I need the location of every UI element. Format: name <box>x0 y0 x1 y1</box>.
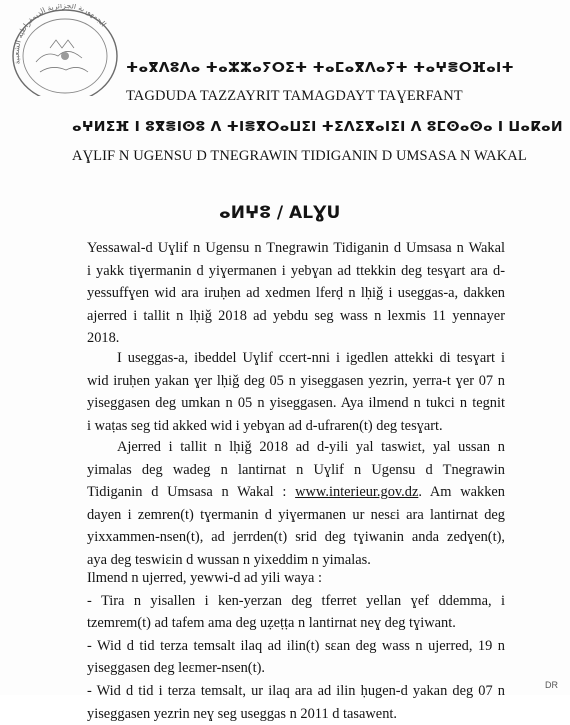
title-tifinagh: ⴰⵍⵖⵓ <box>219 203 271 223</box>
paragraph-1-line: 2018. <box>87 330 120 347</box>
paragraph-3-text: . Am wakken <box>418 484 505 501</box>
paragraph-1-line: Yessawal-d Uɣlif n Ugensu n Tnegrawin Tidiganin d Umsasa n Wakal <box>87 240 505 256</box>
paragraph-4-line: yiseggasen yezrin neɣ seg useggas n 2011 d tasawent. <box>87 705 397 722</box>
paragraph-3 <box>87 436 505 572</box>
paragraph-2-line: i waṭas seg tid akked wid i yebɣan ad d-ufraren(t) deg tesɣart. <box>87 417 443 434</box>
paragraph-3-line: Ajerred i tallit n lḥiǧ 2018 ad d-yili yal taswiɛt, yal ussan n <box>117 439 505 455</box>
paragraph-3-text: Tidiganin d Umsasa n Wakal : <box>87 484 296 501</box>
paragraph-4-line: yiseggasen deg leɛmer-nsen(t). <box>87 660 265 677</box>
paragraph-4-line: - Wid d tid terza temsalt ilaq ad ilin(t) sɛan deg wass n ujerred, 19 n <box>87 637 505 654</box>
paragraph-4-line: Ilmend n ujerred, yewwi-d ad yili waya : <box>87 570 322 586</box>
photo-credit-watermark: DR <box>545 680 558 690</box>
paragraph-2-line: I useggas-a, ibeddel Uɣlif ccert-nni i igedlen attekki di tesɣart i <box>117 350 505 366</box>
paragraph-2-line: yiseggasen deg umkan n 05 n yiseggasen. Aya ilmend n tukci n tegnit <box>87 395 505 412</box>
header-tifinagh-line-2: ⴰⵖⵍⵉⴼ ⵏ ⵓⴳⴻⵏⵙⵓ ⴷ ⵜⵏⴻⴳⵔⴰⵡⵉⵏ ⵜⵉⴷⵉⴳⴰⵏⵉⵏ ⴷ ⵓⵎⵙⴰⵙⴰ ⵏ ⵡⴰⴽⴰⵍ <box>72 119 563 135</box>
paragraph-4 <box>87 567 505 725</box>
paragraph-1-line: i yakk tiɣermanin d yiɣermanen i yebɣan ad ttekkin deg tesɣart ara d- <box>87 262 505 279</box>
paragraph-1 <box>87 237 505 350</box>
svg-text:الجمهورية الجزائرية الديمقراطي: الجمهورية الجزائرية الديمقراطية الشعبية <box>11 4 109 66</box>
paragraph-1-line: ajerred i tallit n lḥiǧ 2018 ad yebdu seg wass n lexmis 11 yennayer <box>87 307 505 324</box>
paragraph-2-line: wid iruḥen yakan ɣer lḥiǧ deg 05 n yiseggasen yezrin, yerra-t ɣer 07 n <box>87 372 505 389</box>
paragraph-3-line: yixxammen-nsen(t), ad jerrden(t) srid deg tɣiwanin anda zedɣen(t), <box>87 529 505 546</box>
title-latin: ALƔU <box>289 203 341 223</box>
header-latin-line-1: TAGDUDA TAZZAYRIT TAMAGDAYT TAƔERFANT <box>126 88 463 104</box>
ministry-website-link[interactable]: www.interieur.gov.dz <box>295 484 419 501</box>
title-separator: / <box>276 203 284 223</box>
header-latin-line-2: AƔLIF N UGENSU D TNEGRAWIN TIDIGANIN D UMSASA N WAKAL <box>72 148 527 164</box>
paragraph-3-line <box>87 481 505 504</box>
paragraph-2 <box>87 347 505 437</box>
paragraph-1-line: yessuffɣen wid ara iruḥen ad xedmen lferḍ n lḥiǧ i useggas-a, dakken <box>87 285 505 302</box>
paragraph-4-line: - Tira n yisallen i ken-yerzan deg tferret yellan ɣef ddemma, i <box>87 592 505 609</box>
official-seal-stamp <box>6 4 124 96</box>
paragraph-4-line: - Wid d tid i terza temsalt, ur ilaq ara ad ilin ḥugen-d yakan deg 07 n <box>87 682 505 699</box>
paragraph-3-line: yimalas deg wadeg n lantirnat n Uɣlif n Ugensu d Tnegrawin <box>87 461 505 478</box>
document-title <box>219 203 340 223</box>
header-tifinagh-line-1: ⵜⴰⴳⴷⵓⴷⴰ ⵜⴰⵣⵣⴰⵢⵔⵉⵜ ⵜⴰⵎⴰⴳⴷⴰⵢⵜ ⵜⴰⵖⴻⵔⴼⴰⵏⵜ <box>126 60 514 76</box>
paragraph-3-line: dayen i zemren(t) tɣermanin d yiɣermanen ur nesɛi ara lantirnat deg <box>87 506 505 523</box>
paragraph-3-line: aya deg teswiɛin d wussan n yixeddim n yimalas. <box>87 551 371 568</box>
paragraph-4-line: tzemrem(t) ad tafem ama deg uẓeṭṭa n lantirnat neɣ deg tɣiwant. <box>87 615 456 632</box>
